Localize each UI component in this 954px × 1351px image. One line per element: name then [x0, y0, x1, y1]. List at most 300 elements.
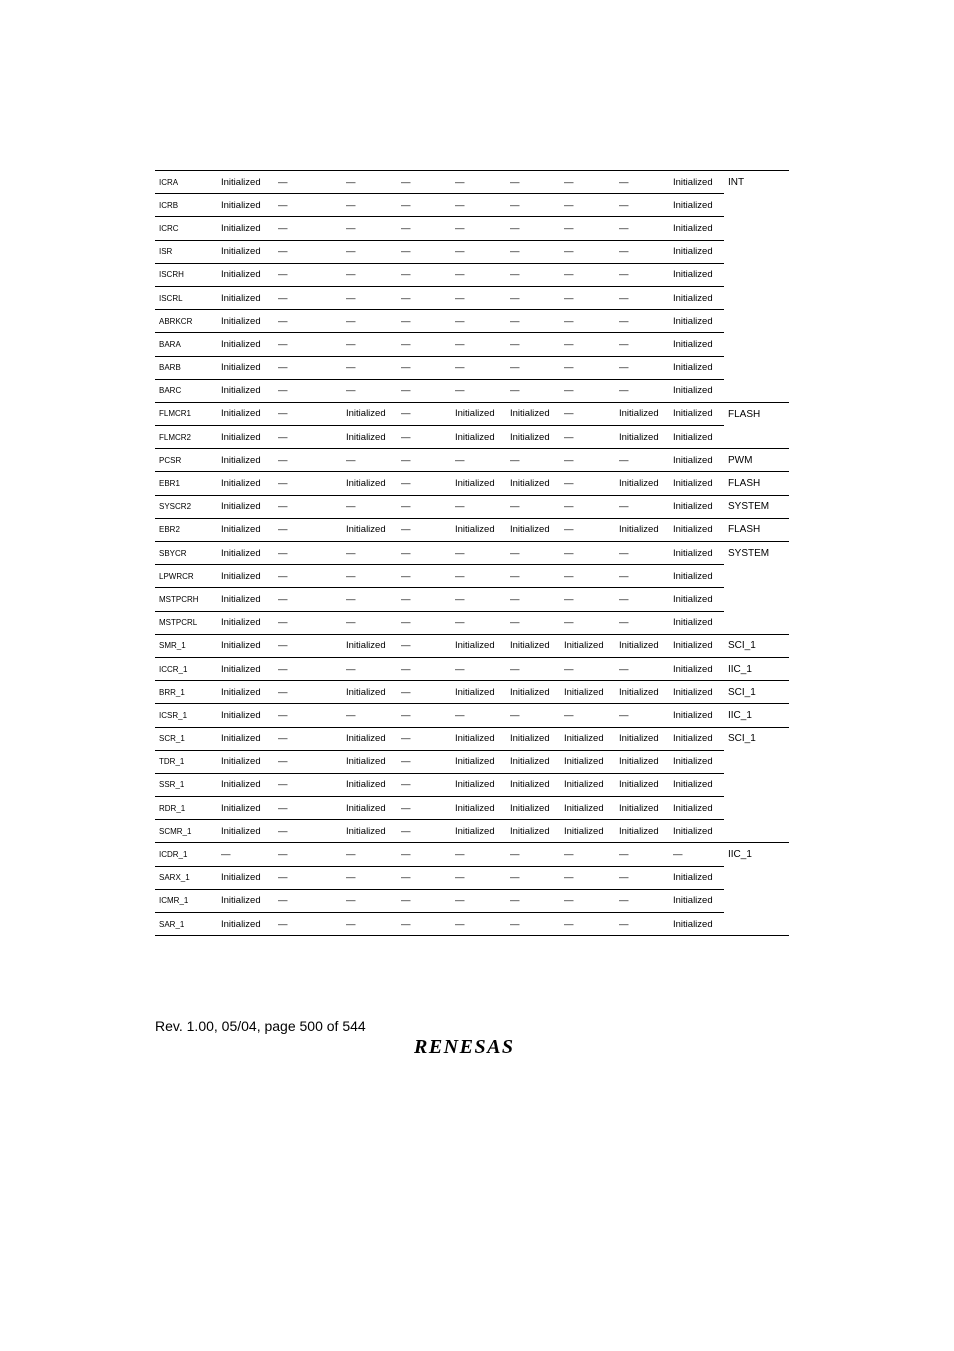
state-cell: Initialized	[342, 426, 397, 449]
state-cell: —	[560, 588, 615, 611]
state-cell: —	[615, 310, 669, 333]
module-cell: FLASH	[728, 408, 761, 420]
table-row	[155, 704, 789, 727]
state-cell: Initialized	[669, 495, 724, 518]
state-cell: —	[274, 402, 342, 425]
state-cell: Initialized	[217, 286, 274, 309]
state-cell: —	[342, 704, 397, 727]
state-cell: Initialized	[342, 634, 397, 657]
table-row	[155, 240, 789, 263]
state-cell: Initialized	[560, 681, 615, 704]
state-cell: Initialized	[451, 727, 506, 750]
state-cell: —	[506, 310, 560, 333]
state-cell: —	[401, 918, 411, 930]
state-cell: —	[506, 657, 560, 680]
state-cell: —	[615, 263, 669, 286]
state-cell: Initialized	[221, 918, 261, 930]
state-cell: —	[274, 704, 342, 727]
state-cell: Initialized	[217, 889, 274, 912]
state-cell: Initialized	[506, 773, 560, 796]
module-cell	[724, 611, 789, 634]
state-cell: —	[560, 542, 615, 565]
module-cell	[724, 773, 789, 796]
state-cell: —	[451, 194, 506, 217]
state-cell: Initialized	[217, 263, 274, 286]
table-row	[155, 472, 789, 495]
state-cell: —	[615, 866, 669, 889]
state-cell: —	[274, 449, 342, 472]
state-cell: —	[506, 240, 560, 263]
state-cell: —	[342, 657, 397, 680]
state-cell: Initialized	[669, 379, 724, 402]
state-cell: Initialized	[669, 727, 724, 750]
table-row	[155, 797, 789, 820]
module-cell: INT	[728, 176, 745, 188]
state-cell: —	[397, 542, 451, 565]
table-row	[155, 773, 789, 796]
state-cell: Initialized	[615, 820, 669, 843]
state-cell: —	[560, 171, 615, 194]
state-cell: —	[397, 449, 451, 472]
module-cell: PWM	[724, 449, 789, 472]
state-cell: Initialized	[451, 426, 506, 449]
state-cell: —	[560, 426, 615, 449]
state-cell: —	[342, 333, 397, 356]
state-cell: —	[615, 356, 669, 379]
state-cell: Initialized	[451, 518, 506, 541]
state-cell: Initialized	[217, 518, 274, 541]
register-name-cell: ICDR_1	[155, 843, 217, 866]
state-cell: —	[274, 681, 342, 704]
register-name-cell: TDR_1	[155, 750, 217, 773]
state-cell: —	[342, 866, 397, 889]
state-cell: —	[342, 611, 397, 634]
state-cell: —	[274, 820, 342, 843]
state-cell: Initialized	[560, 797, 615, 820]
module-cell	[724, 565, 789, 588]
module-cell	[724, 217, 789, 240]
state-cell: —	[274, 542, 342, 565]
state-cell: —	[615, 657, 669, 680]
module-cell	[724, 194, 789, 217]
state-cell: Initialized	[451, 750, 506, 773]
table-row	[155, 588, 789, 611]
table-row	[155, 611, 789, 634]
state-cell: —	[560, 472, 615, 495]
state-cell: —	[560, 704, 615, 727]
state-cell: —	[274, 379, 342, 402]
state-cell: —	[217, 843, 274, 866]
state-cell: —	[397, 356, 451, 379]
state-cell: —	[274, 657, 342, 680]
state-cell: Initialized	[217, 333, 274, 356]
table-row	[155, 379, 789, 402]
register-name-cell: BARC	[155, 379, 217, 402]
state-cell: —	[506, 356, 560, 379]
state-cell: —	[560, 402, 615, 425]
state-cell: Initialized	[669, 866, 724, 889]
table-row	[155, 657, 789, 680]
table-row	[155, 333, 789, 356]
state-cell: —	[274, 866, 342, 889]
state-cell: Initialized	[669, 171, 724, 194]
state-cell: —	[397, 495, 451, 518]
state-cell: Initialized	[615, 681, 669, 704]
state-cell: —	[397, 634, 451, 657]
state-cell: —	[397, 820, 451, 843]
state-cell: —	[274, 634, 342, 657]
state-cell: —	[506, 379, 560, 402]
module-cell: SCI_1	[724, 634, 789, 657]
state-cell: Initialized	[506, 402, 560, 425]
module-cell	[724, 263, 789, 286]
module-cell	[724, 286, 789, 309]
state-cell: —	[451, 449, 506, 472]
state-cell: —	[397, 426, 451, 449]
state-cell: Initialized	[615, 797, 669, 820]
state-cell: —	[342, 310, 397, 333]
state-cell: —	[615, 217, 669, 240]
state-cell: —	[506, 171, 560, 194]
state-cell: Initialized	[342, 797, 397, 820]
state-cell: Initialized	[217, 379, 274, 402]
state-cell: —	[451, 843, 506, 866]
register-name-cell: ISCRH	[155, 263, 217, 286]
state-cell: Initialized	[217, 356, 274, 379]
module-cell: SCI_1	[728, 733, 756, 745]
state-cell: Initialized	[217, 472, 274, 495]
state-cell: Initialized	[451, 681, 506, 704]
register-name-cell: FLMCR1	[155, 402, 217, 425]
state-cell: —	[560, 379, 615, 402]
table-body	[155, 171, 789, 936]
state-cell: —	[560, 263, 615, 286]
state-cell: —	[342, 495, 397, 518]
state-cell: Initialized	[615, 402, 669, 425]
state-cell: Initialized	[217, 449, 274, 472]
module-cell	[724, 379, 789, 402]
state-cell: —	[397, 286, 451, 309]
state-cell: Initialized	[669, 518, 724, 541]
state-cell: Initialized	[217, 820, 274, 843]
state-cell: —	[342, 542, 397, 565]
state-cell: Initialized	[669, 240, 724, 263]
state-cell: —	[342, 286, 397, 309]
module-cell: FLASH	[724, 472, 789, 495]
state-cell: —	[506, 565, 560, 588]
register-name-cell: PCSR	[155, 449, 217, 472]
state-cell: —	[397, 843, 451, 866]
state-cell: —	[397, 611, 451, 634]
register-name-cell: ICSR_1	[155, 704, 217, 727]
state-cell: Initialized	[560, 773, 615, 796]
state-cell: Initialized	[615, 773, 669, 796]
state-cell: —	[274, 797, 342, 820]
table-row	[155, 286, 789, 309]
state-cell: —	[451, 217, 506, 240]
state-cell: —	[506, 843, 560, 866]
module-cell	[724, 310, 789, 333]
module-cell: IIC_1	[728, 849, 752, 861]
module-cell	[724, 866, 789, 889]
state-cell: —	[274, 240, 342, 263]
state-cell: Initialized	[217, 542, 274, 565]
state-cell: —	[615, 565, 669, 588]
state-cell: —	[506, 611, 560, 634]
state-cell: —	[451, 333, 506, 356]
state-cell: —	[397, 171, 451, 194]
module-cell	[724, 913, 789, 936]
register-name-cell: MSTPCRL	[155, 611, 217, 634]
table-row	[155, 634, 789, 657]
state-cell: Initialized	[217, 217, 274, 240]
state-cell: Initialized	[217, 588, 274, 611]
state-cell: —	[560, 518, 615, 541]
state-cell: —	[397, 889, 451, 912]
state-cell: —	[342, 194, 397, 217]
state-cell: —	[397, 657, 451, 680]
state-cell: Initialized	[342, 750, 397, 773]
state-cell: Initialized	[560, 750, 615, 773]
state-cell: —	[615, 611, 669, 634]
state-cell: —	[560, 194, 615, 217]
table-row	[155, 889, 789, 912]
state-cell: —	[615, 171, 669, 194]
state-cell: —	[669, 843, 724, 866]
state-cell: —	[274, 773, 342, 796]
state-cell: Initialized	[217, 611, 274, 634]
state-cell: Initialized	[217, 194, 274, 217]
state-cell: —	[615, 704, 669, 727]
state-cell: —	[397, 681, 451, 704]
state-cell: —	[451, 240, 506, 263]
state-cell: Initialized	[217, 310, 274, 333]
table-row	[155, 681, 789, 704]
state-cell: —	[274, 750, 342, 773]
register-name-cell: SAR_1	[159, 919, 185, 929]
state-cell: —	[615, 542, 669, 565]
module-cell	[724, 356, 789, 379]
state-cell: —	[560, 495, 615, 518]
state-cell: —	[397, 565, 451, 588]
state-cell: —	[397, 240, 451, 263]
table-row	[155, 194, 789, 217]
state-cell: Initialized	[217, 634, 274, 657]
state-cell: —	[397, 379, 451, 402]
state-cell: Initialized	[506, 727, 560, 750]
state-cell: —	[346, 918, 356, 930]
state-cell: Initialized	[451, 797, 506, 820]
state-cell: —	[274, 495, 342, 518]
state-cell: Initialized	[451, 402, 506, 425]
state-cell: —	[397, 750, 451, 773]
state-cell: Initialized	[217, 704, 274, 727]
state-cell: —	[342, 565, 397, 588]
state-cell: —	[451, 356, 506, 379]
register-name-cell: BRR_1	[155, 681, 217, 704]
state-cell: Initialized	[217, 773, 274, 796]
state-cell: —	[506, 704, 560, 727]
state-cell: —	[397, 866, 451, 889]
state-cell: —	[451, 657, 506, 680]
state-cell: Initialized	[451, 472, 506, 495]
state-cell: —	[560, 217, 615, 240]
state-cell: —	[274, 194, 342, 217]
module-cell	[724, 889, 789, 912]
state-cell: —	[397, 797, 451, 820]
state-cell: —	[560, 657, 615, 680]
register-state-table	[155, 170, 789, 936]
state-cell: Initialized	[217, 750, 274, 773]
state-cell: —	[274, 727, 342, 750]
state-cell: —	[615, 588, 669, 611]
state-cell: —	[506, 495, 560, 518]
state-cell: —	[506, 333, 560, 356]
module-cell: FLASH	[724, 518, 789, 541]
module-cell	[724, 333, 789, 356]
state-cell: Initialized	[342, 681, 397, 704]
state-cell: Initialized	[342, 518, 397, 541]
state-cell: Initialized	[669, 333, 724, 356]
state-cell: Initialized	[615, 634, 669, 657]
module-cell	[724, 240, 789, 263]
state-cell: —	[615, 333, 669, 356]
state-cell: Initialized	[217, 426, 274, 449]
state-cell: —	[274, 843, 342, 866]
register-name-cell: ICCR_1	[155, 657, 217, 680]
register-name-cell: ICRB	[155, 194, 217, 217]
state-cell: —	[397, 518, 451, 541]
state-cell: Initialized	[669, 657, 724, 680]
state-cell: —	[615, 194, 669, 217]
table-row	[155, 263, 789, 286]
state-cell: —	[274, 333, 342, 356]
module-cell: SYSTEM	[724, 495, 789, 518]
state-cell: —	[560, 889, 615, 912]
table-row	[155, 843, 789, 866]
state-cell: Initialized	[615, 750, 669, 773]
state-cell: Initialized	[673, 918, 713, 930]
state-cell: —	[342, 889, 397, 912]
state-cell: Initialized	[615, 518, 669, 541]
table-row	[155, 913, 789, 936]
module-cell: IIC_1	[724, 657, 789, 680]
state-cell: Initialized	[560, 634, 615, 657]
state-cell: —	[342, 449, 397, 472]
module-cell	[724, 797, 789, 820]
table-row	[155, 542, 789, 565]
state-cell: —	[274, 263, 342, 286]
register-name-cell: ICRC	[155, 217, 217, 240]
state-cell: Initialized	[669, 472, 724, 495]
table-row	[155, 449, 789, 472]
page-reference: Rev. 1.00, 05/04, page 500 of 544	[155, 1018, 366, 1034]
state-cell: —	[506, 866, 560, 889]
state-cell: Initialized	[669, 542, 724, 565]
state-cell: Initialized	[217, 797, 274, 820]
table-row	[155, 426, 789, 449]
state-cell: Initialized	[669, 797, 724, 820]
state-cell: —	[506, 217, 560, 240]
state-cell: Initialized	[342, 472, 397, 495]
renesas-logo	[410, 1034, 534, 1061]
state-cell: Initialized	[506, 820, 560, 843]
state-cell: —	[274, 565, 342, 588]
state-cell: Initialized	[669, 704, 724, 727]
state-cell: —	[560, 310, 615, 333]
state-cell: —	[619, 918, 629, 930]
state-cell: Initialized	[615, 426, 669, 449]
module-cell: SYSTEM	[728, 547, 770, 559]
state-cell: —	[615, 843, 669, 866]
state-cell: —	[560, 240, 615, 263]
state-cell: —	[615, 240, 669, 263]
module-cell	[724, 426, 789, 449]
state-cell: —	[274, 356, 342, 379]
state-cell: —	[274, 518, 342, 541]
svg-text:RENESAS: RENESAS	[414, 1036, 515, 1056]
state-cell: —	[451, 542, 506, 565]
table-row	[155, 356, 789, 379]
module-cell: SCI_1	[724, 681, 789, 704]
state-cell: Initialized	[669, 820, 724, 843]
state-cell: Initialized	[560, 820, 615, 843]
state-cell: —	[274, 171, 342, 194]
state-cell: —	[451, 495, 506, 518]
state-cell: —	[274, 217, 342, 240]
state-cell: —	[397, 727, 451, 750]
table-row	[155, 310, 789, 333]
state-cell: Initialized	[342, 727, 397, 750]
state-cell: Initialized	[669, 565, 724, 588]
state-cell: —	[342, 356, 397, 379]
state-cell: —	[451, 866, 506, 889]
state-cell: —	[274, 426, 342, 449]
state-cell: —	[506, 542, 560, 565]
state-cell: —	[451, 286, 506, 309]
state-cell: —	[560, 843, 615, 866]
state-cell: —	[397, 194, 451, 217]
register-name-cell: ISR	[155, 240, 217, 263]
state-cell: —	[506, 889, 560, 912]
register-name-cell: ICMR_1	[155, 889, 217, 912]
state-cell: —	[274, 472, 342, 495]
register-name-cell: SCR_1	[155, 727, 217, 750]
state-cell: Initialized	[217, 495, 274, 518]
state-cell: Initialized	[669, 426, 724, 449]
state-cell: —	[506, 194, 560, 217]
renesas-logo-icon	[410, 1034, 534, 1056]
register-name-cell: BARB	[155, 356, 217, 379]
state-cell: Initialized	[669, 217, 724, 240]
state-cell: Initialized	[506, 518, 560, 541]
state-cell: —	[615, 449, 669, 472]
state-cell: Initialized	[669, 588, 724, 611]
state-cell: —	[342, 240, 397, 263]
state-cell: Initialized	[669, 194, 724, 217]
module-cell	[724, 750, 789, 773]
state-cell: Initialized	[669, 286, 724, 309]
state-cell: Initialized	[506, 634, 560, 657]
table-row	[155, 750, 789, 773]
register-name-cell: ISCRL	[155, 286, 217, 309]
state-cell: Initialized	[506, 797, 560, 820]
table-row	[155, 217, 789, 240]
state-cell: —	[397, 402, 451, 425]
state-cell: —	[274, 310, 342, 333]
state-cell: —	[397, 773, 451, 796]
state-cell: Initialized	[669, 634, 724, 657]
